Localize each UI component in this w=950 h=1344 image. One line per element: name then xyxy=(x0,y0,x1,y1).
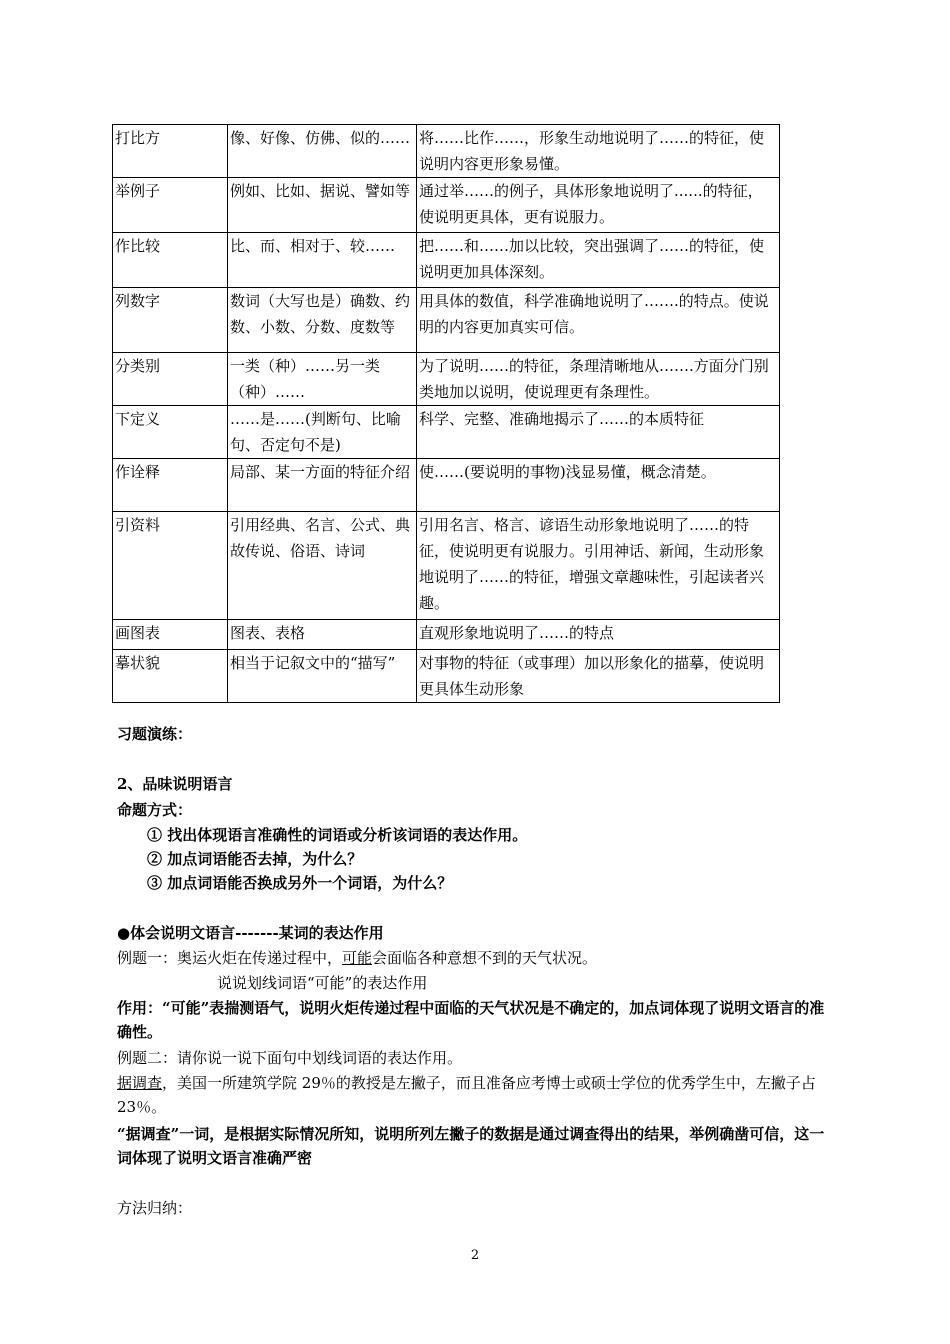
effect-cell: 直观形象地说明了……的特点 xyxy=(417,620,780,650)
question-style-item: ② 加点词语能否去掉，为什么？ xyxy=(147,850,363,868)
table-row xyxy=(113,459,780,512)
signal-words-cell: ……是……(判断句、比喻句、否定句不是) xyxy=(228,406,417,459)
method-summary: 方法归纳： xyxy=(117,1199,193,1217)
example2-rest: ，美国一所建筑学院 29％的教授是左撇子，而且准备应考博士或硕士学位的优秀学生中，左撇子占 23％。 xyxy=(117,1074,816,1116)
method-name-cell: 引资料 xyxy=(113,512,228,620)
example2-answer: “据调查”一词，是根据实际情况所知，说明所列左撇子的数据是通过调查得出的结果，举例确凿可信，这一词体现了说明文语言准确严密 xyxy=(117,1125,825,1167)
page-number: 2 xyxy=(470,1248,480,1263)
signal-words-cell: 像、好像、仿佛、似的…… xyxy=(228,125,417,178)
effect-cell: 使……(要说明的事物)浅显易懂，概念清楚。 xyxy=(417,459,780,512)
example2-intro: 例题二：请你说一说下面句中划线词语的表达作用。 xyxy=(117,1049,463,1067)
table-row xyxy=(113,512,780,620)
example1-sentence xyxy=(117,946,597,970)
effect-cell: 通过举……的例子，具体形象地说明了......的特征，使说明更具体，更有说服力。 xyxy=(417,178,780,233)
exercise-heading: 习题演练： xyxy=(117,725,193,743)
effect-cell: 把……和……加以比较，突出强调了……的特征，使说明更加具体深刻。 xyxy=(417,233,780,288)
signal-words-cell: 引用经典、名言、公式、典故传说、俗语、诗词 xyxy=(228,512,417,620)
table-row xyxy=(113,288,780,353)
question-style-item: ① 找出体现语言准确性的词语或分析该词语的表达作用。 xyxy=(147,826,528,844)
question-style-item: ③ 加点词语能否换成另外一个词语，为什么？ xyxy=(147,874,453,892)
table-row xyxy=(113,353,780,406)
method-name-cell: 作比较 xyxy=(113,233,228,288)
method-name-cell: 列数字 xyxy=(113,288,228,353)
signal-words-cell: 相当于记叙文中的“描写” xyxy=(228,650,417,703)
effect-cell: 引用名言、格言、谚语生动形象地说明了……的特征，使说明更有说服力。引用神话、新闻，生动形象地说明了……的特征，增强文章趣味性，引起读者兴趣。 xyxy=(417,512,780,620)
example1-underlined-word: 可能 xyxy=(342,949,373,967)
section-title: 2、品味说明语言 xyxy=(117,775,233,793)
method-name-cell: 摹状貌 xyxy=(113,650,228,703)
table-row xyxy=(113,406,780,459)
example1-prompt: 说说划线词语“可能”的表达作用 xyxy=(217,974,428,992)
example1-prefix: 例题一：奥运火炬在传递过程中， xyxy=(117,949,343,967)
example1-suffix: 会面临各种意想不到的天气状况。 xyxy=(372,949,598,967)
table-row xyxy=(113,650,780,703)
signal-words-cell: 一类（种）……另一类（种）…… xyxy=(228,353,417,406)
effect-cell: 为了说明……的特征，条理清晰地从…….方面分门别类地加以说明，使说理更有条理性。 xyxy=(417,353,780,406)
method-name-cell: 打比方 xyxy=(113,125,228,178)
signal-words-cell: 例如、比如、据说、譬如等 xyxy=(228,178,417,233)
example2-sentence xyxy=(117,1071,837,1119)
effect-cell: 科学、完整、准确地揭示了……的本质特征 xyxy=(417,406,780,459)
table-row xyxy=(113,620,780,650)
effect-cell: 将……比作……，形象生动地说明了……的特征，使说明内容更形象易懂。 xyxy=(417,125,780,178)
method-name-cell: 画图表 xyxy=(113,620,228,650)
signal-words-cell: 局部、某一方面的特征介绍 xyxy=(228,459,417,512)
signal-words-cell: 比、而、相对于、较…… xyxy=(228,233,417,288)
method-name-cell: 举例子 xyxy=(113,178,228,233)
table-row xyxy=(113,125,780,178)
signal-words-cell: 图表、表格 xyxy=(228,620,417,650)
explanation-methods-table xyxy=(112,124,780,703)
method-name-cell: 作诠释 xyxy=(113,459,228,512)
example2-underlined-word: 据调查 xyxy=(117,1074,163,1092)
method-name-cell: 下定义 xyxy=(113,406,228,459)
signal-words-cell: 数词（大写也是）确数、约数、小数、分数、度数等 xyxy=(228,288,417,353)
method-name-cell: 分类别 xyxy=(113,353,228,406)
question-style-label: 命题方式： xyxy=(117,801,193,819)
table-row xyxy=(113,178,780,233)
subheading: ●体会说明文语言-------某词的表达作用 xyxy=(117,924,384,942)
example1-answer: 作用：“可能”表揣测语气，说明火炬传递过程中面临的天气状况是不确定的，加点词体现了说明文语言的准确性。 xyxy=(117,999,825,1041)
effect-cell: 用具体的数值，科学准确地说明了…….的特点。使说明的内容更加真实可信。 xyxy=(417,288,780,353)
table-row xyxy=(113,233,780,288)
effect-cell: 对事物的特征（或事理）加以形象化的描摹，使说明更具体生动形象 xyxy=(417,650,780,703)
